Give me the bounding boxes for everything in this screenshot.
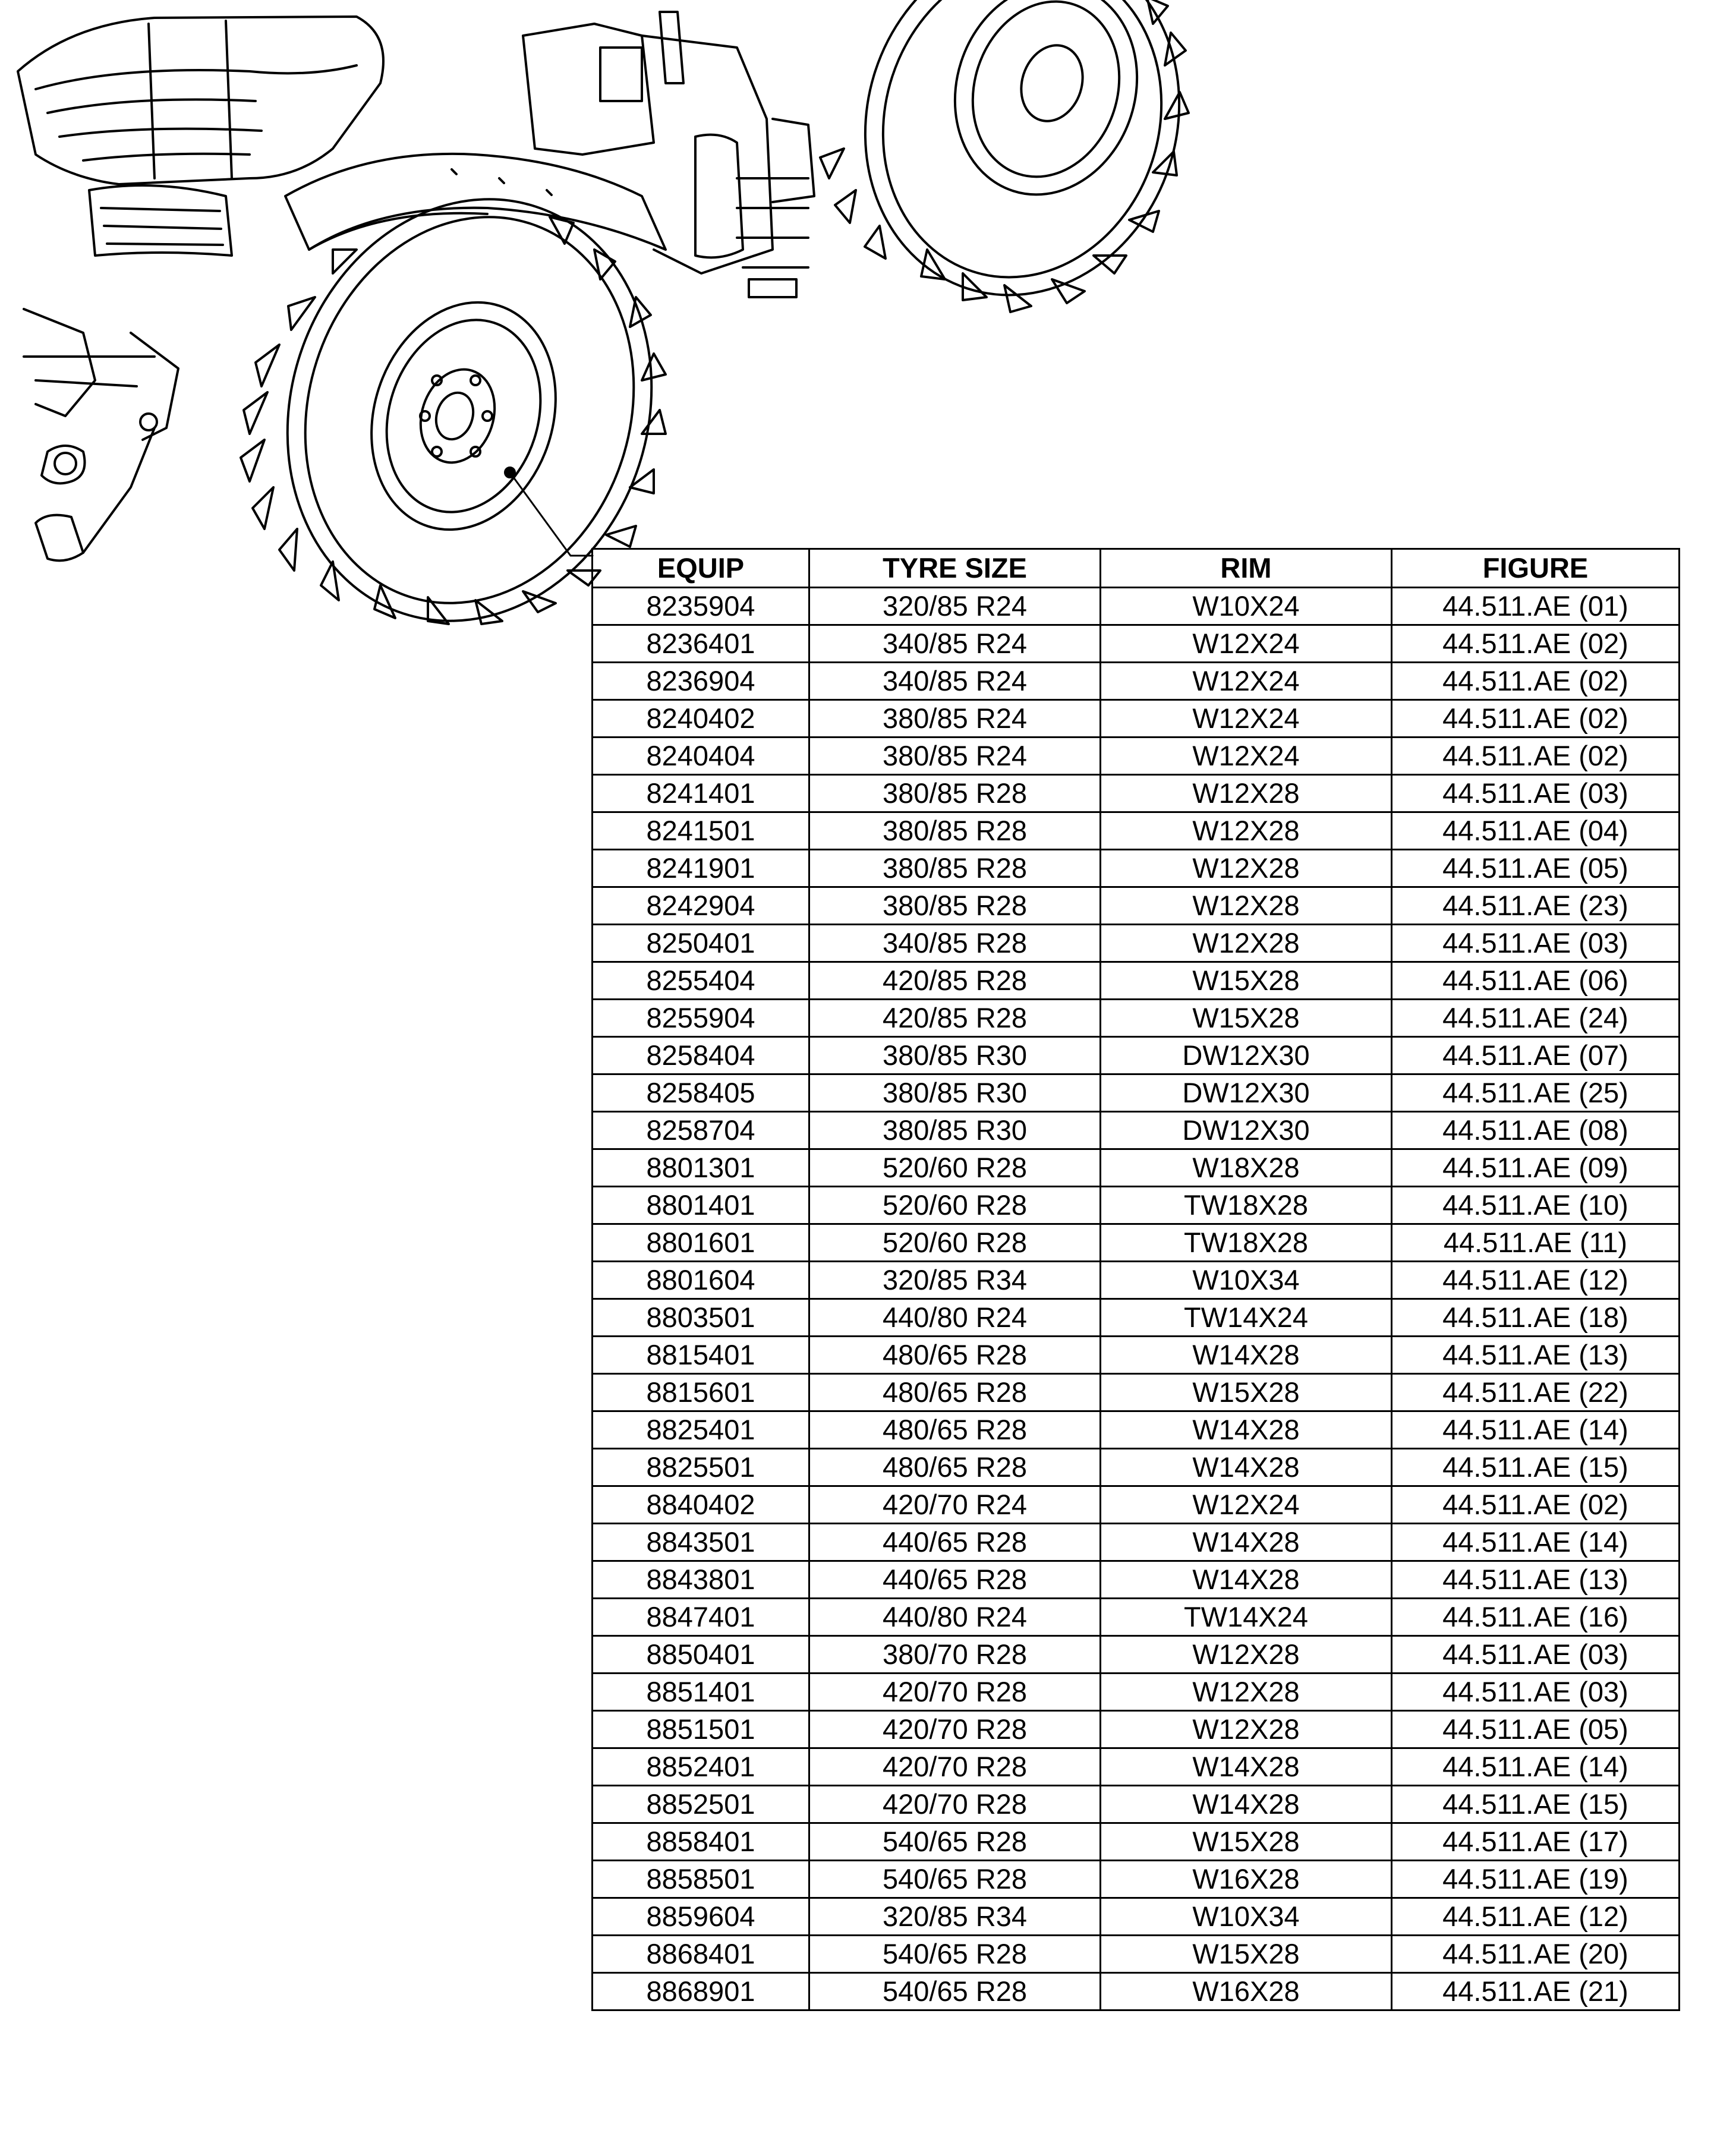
figure-cell: 44.511.AE (08): [1392, 1112, 1680, 1149]
table-row: [593, 1748, 1680, 1786]
equip-cell: 8258405: [593, 1074, 809, 1112]
tyre-size-cell: 420/70 R24: [809, 1486, 1101, 1524]
tyre-size-cell: 520/60 R28: [809, 1187, 1101, 1224]
rim-cell: TW18X28: [1101, 1224, 1392, 1262]
figure-cell: 44.511.AE (01): [1392, 588, 1680, 625]
tyre-size-cell: 380/85 R28: [809, 812, 1101, 850]
figure-cell: 44.511.AE (25): [1392, 1074, 1680, 1112]
far-wheel-drawing: [820, 0, 1224, 336]
rim-cell: TW14X24: [1101, 1599, 1392, 1636]
equip-cell: 8859604: [593, 1898, 809, 1936]
equip-cell: 8803501: [593, 1299, 809, 1337]
rim-cell: W10X34: [1101, 1898, 1392, 1936]
table-row: [593, 1299, 1680, 1337]
tyre-size-cell: 380/85 R30: [809, 1112, 1101, 1149]
tyre-size-cell: 540/65 R28: [809, 1936, 1101, 1973]
figure-cell: 44.511.AE (21): [1392, 1973, 1680, 2010]
equip-cell: 8801301: [593, 1149, 809, 1187]
equip-cell: 8868901: [593, 1973, 809, 2010]
equip-cell: 8815401: [593, 1337, 809, 1374]
table-row: [593, 1486, 1680, 1524]
rim-cell: W12X24: [1101, 625, 1392, 663]
table-row: [593, 962, 1680, 1000]
rim-cell: W15X28: [1101, 962, 1392, 1000]
figure-cell: 44.511.AE (12): [1392, 1898, 1680, 1936]
equip-cell: 8843801: [593, 1561, 809, 1599]
equip-cell: 8843501: [593, 1524, 809, 1561]
rim-cell: W16X28: [1101, 1973, 1392, 2010]
figure-cell: 44.511.AE (11): [1392, 1224, 1680, 1262]
table-row: [593, 1524, 1680, 1561]
figure-cell: 44.511.AE (14): [1392, 1524, 1680, 1561]
rim-cell: W12X28: [1101, 1636, 1392, 1674]
rim-cell: W14X28: [1101, 1561, 1392, 1599]
equip-cell: 8815601: [593, 1374, 809, 1411]
equip-cell: 8825501: [593, 1449, 809, 1486]
figure-cell: 44.511.AE (24): [1392, 1000, 1680, 1037]
tyre-size-cell: 380/85 R24: [809, 700, 1101, 738]
figure-cell: 44.511.AE (05): [1392, 850, 1680, 887]
figure-cell: 44.511.AE (19): [1392, 1861, 1680, 1898]
rim-cell: W12X24: [1101, 1486, 1392, 1524]
figure-cell: 44.511.AE (02): [1392, 738, 1680, 775]
rim-cell: W12X28: [1101, 887, 1392, 925]
figure-cell: 44.511.AE (05): [1392, 1711, 1680, 1748]
equip-cell: 8847401: [593, 1599, 809, 1636]
equip-cell: 8801604: [593, 1262, 809, 1299]
rim-cell: W10X34: [1101, 1262, 1392, 1299]
tyre-size-cell: 320/85 R24: [809, 588, 1101, 625]
tyre-size-cell: 380/70 R28: [809, 1636, 1101, 1674]
equip-cell: 8241401: [593, 775, 809, 812]
tyre-size-cell: 380/85 R28: [809, 850, 1101, 887]
table-row: [593, 1149, 1680, 1187]
figure-cell: 44.511.AE (02): [1392, 625, 1680, 663]
rim-cell: W12X28: [1101, 1711, 1392, 1748]
table-row: [593, 1112, 1680, 1149]
rim-cell: W12X24: [1101, 663, 1392, 700]
equip-cell: 8255404: [593, 962, 809, 1000]
equip-cell: 8868401: [593, 1936, 809, 1973]
rim-cell: W15X28: [1101, 1374, 1392, 1411]
table-row: [593, 1000, 1680, 1037]
tyre-size-cell: 440/80 R24: [809, 1299, 1101, 1337]
tyre-size-cell: 420/70 R28: [809, 1711, 1101, 1748]
figure-cell: 44.511.AE (10): [1392, 1187, 1680, 1224]
tractor-body-drawing: [18, 12, 814, 560]
rim-cell: W12X28: [1101, 775, 1392, 812]
table-row: [593, 625, 1680, 663]
rim-cell: W12X28: [1101, 1674, 1392, 1711]
table-row: [593, 1224, 1680, 1262]
tyre-size-cell: 380/85 R28: [809, 775, 1101, 812]
table-row: [593, 1449, 1680, 1486]
table-row: [593, 1973, 1680, 2010]
figure-cell: 44.511.AE (07): [1392, 1037, 1680, 1074]
table-row: [593, 1636, 1680, 1674]
equip-cell: 8825401: [593, 1411, 809, 1449]
rim-cell: DW12X30: [1101, 1112, 1392, 1149]
tyre-size-cell: 420/70 R28: [809, 1748, 1101, 1786]
figure-cell: 44.511.AE (03): [1392, 1674, 1680, 1711]
equip-cell: 8240404: [593, 738, 809, 775]
table-row: [593, 1411, 1680, 1449]
figure-cell: 44.511.AE (04): [1392, 812, 1680, 850]
callout-leader: [505, 468, 593, 556]
tyre-size-cell: 420/85 R28: [809, 962, 1101, 1000]
rim-cell: W15X28: [1101, 1823, 1392, 1861]
figure-cell: 44.511.AE (15): [1392, 1449, 1680, 1486]
tyre-size-cell: 540/65 R28: [809, 1823, 1101, 1861]
rim-cell: W15X28: [1101, 1936, 1392, 1973]
figure-cell: 44.511.AE (13): [1392, 1561, 1680, 1599]
equip-cell: 8242904: [593, 887, 809, 925]
tyre-size-cell: 340/85 R24: [809, 625, 1101, 663]
rim-cell: W14X28: [1101, 1524, 1392, 1561]
table-row: [593, 1786, 1680, 1823]
tyre-size-cell: 420/70 R28: [809, 1674, 1101, 1711]
equip-cell: 8851401: [593, 1674, 809, 1711]
rim-cell: W12X24: [1101, 700, 1392, 738]
tyre-size-cell: 480/65 R28: [809, 1449, 1101, 1486]
tyre-size-cell: 540/65 R28: [809, 1861, 1101, 1898]
tyre-size-cell: 480/65 R28: [809, 1374, 1101, 1411]
tyre-size-cell: 440/80 R24: [809, 1599, 1101, 1636]
equip-cell: 8236904: [593, 663, 809, 700]
figure-cell: 44.511.AE (02): [1392, 663, 1680, 700]
equip-cell: 8241901: [593, 850, 809, 887]
table-row: [593, 1337, 1680, 1374]
table-row: [593, 925, 1680, 962]
tyre-size-cell: 380/85 R24: [809, 738, 1101, 775]
equip-cell: 8236401: [593, 625, 809, 663]
equip-cell: 8850401: [593, 1636, 809, 1674]
equip-cell: 8258704: [593, 1112, 809, 1149]
figure-cell: 44.511.AE (16): [1392, 1599, 1680, 1636]
equip-cell: 8801401: [593, 1187, 809, 1224]
rim-cell: W12X28: [1101, 925, 1392, 962]
equip-cell: 8858401: [593, 1823, 809, 1861]
figure-cell: 44.511.AE (22): [1392, 1374, 1680, 1411]
tyre-size-cell: 320/85 R34: [809, 1898, 1101, 1936]
equip-cell: 8858501: [593, 1861, 809, 1898]
rim-cell: W15X28: [1101, 1000, 1392, 1037]
column-header-figure: FIGURE: [1392, 549, 1680, 588]
table-row: [593, 812, 1680, 850]
equip-cell: 8852501: [593, 1786, 809, 1823]
figure-cell: 44.511.AE (03): [1392, 775, 1680, 812]
equip-cell: 8801601: [593, 1224, 809, 1262]
equip-cell: 8255904: [593, 1000, 809, 1037]
table-header-row: [593, 549, 1680, 588]
table-row: [593, 1599, 1680, 1636]
tyre-size-cell: 440/65 R28: [809, 1524, 1101, 1561]
equip-cell: 8250401: [593, 925, 809, 962]
table-row: [593, 1898, 1680, 1936]
table-row: [593, 1711, 1680, 1748]
figure-cell: 44.511.AE (18): [1392, 1299, 1680, 1337]
rim-cell: DW12X30: [1101, 1074, 1392, 1112]
rim-cell: W12X28: [1101, 850, 1392, 887]
table-row: [593, 1074, 1680, 1112]
column-header-equip: EQUIP: [593, 549, 809, 588]
table-row: [593, 1037, 1680, 1074]
rim-cell: TW14X24: [1101, 1299, 1392, 1337]
tyre-size-cell: 340/85 R24: [809, 663, 1101, 700]
equip-cell: 8258404: [593, 1037, 809, 1074]
figure-cell: 44.511.AE (13): [1392, 1337, 1680, 1374]
equip-cell: 8852401: [593, 1748, 809, 1786]
table-row: [593, 1674, 1680, 1711]
table-row: [593, 1187, 1680, 1224]
figure-cell: 44.511.AE (23): [1392, 887, 1680, 925]
table-row: [593, 588, 1680, 625]
table-row: [593, 1561, 1680, 1599]
table-row: [593, 1823, 1680, 1861]
tyre-size-cell: 380/85 R28: [809, 887, 1101, 925]
tractor-wheel-illustration: [0, 0, 1248, 630]
rim-cell: W14X28: [1101, 1337, 1392, 1374]
rim-cell: W14X28: [1101, 1449, 1392, 1486]
figure-cell: 44.511.AE (02): [1392, 1486, 1680, 1524]
tyre-size-cell: 480/65 R28: [809, 1411, 1101, 1449]
tyre-size-cell: 480/65 R28: [809, 1337, 1101, 1374]
figure-cell: 44.511.AE (20): [1392, 1936, 1680, 1973]
figure-cell: 44.511.AE (14): [1392, 1411, 1680, 1449]
table-row: [593, 887, 1680, 925]
column-header-tyre-size: TYRE SIZE: [809, 549, 1101, 588]
table-row: [593, 1936, 1680, 1973]
tyre-size-cell: 540/65 R28: [809, 1973, 1101, 2010]
tyre-rim-table: [591, 548, 1680, 2011]
table-row: [593, 1374, 1680, 1411]
figure-cell: 44.511.AE (12): [1392, 1262, 1680, 1299]
equip-cell: 8241501: [593, 812, 809, 850]
tyre-size-cell: 340/85 R28: [809, 925, 1101, 962]
table-row: [593, 738, 1680, 775]
tyre-size-cell: 380/85 R30: [809, 1074, 1101, 1112]
rim-cell: W14X28: [1101, 1786, 1392, 1823]
tyre-size-cell: 420/70 R28: [809, 1786, 1101, 1823]
rim-cell: W12X24: [1101, 738, 1392, 775]
figure-cell: 44.511.AE (14): [1392, 1748, 1680, 1786]
figure-cell: 44.511.AE (06): [1392, 962, 1680, 1000]
equip-cell: 8851501: [593, 1711, 809, 1748]
equip-cell: 8840402: [593, 1486, 809, 1524]
figure-cell: 44.511.AE (15): [1392, 1786, 1680, 1823]
rim-cell: W14X28: [1101, 1748, 1392, 1786]
tyre-size-cell: 440/65 R28: [809, 1561, 1101, 1599]
tyre-size-cell: 520/60 R28: [809, 1224, 1101, 1262]
figure-cell: 44.511.AE (09): [1392, 1149, 1680, 1187]
rim-cell: W18X28: [1101, 1149, 1392, 1187]
equip-cell: 8240402: [593, 700, 809, 738]
tyre-size-cell: 520/60 R28: [809, 1149, 1101, 1187]
figure-cell: 44.511.AE (03): [1392, 925, 1680, 962]
tyre-size-cell: 320/85 R34: [809, 1262, 1101, 1299]
rim-cell: TW18X28: [1101, 1187, 1392, 1224]
equip-cell: 8235904: [593, 588, 809, 625]
rim-cell: DW12X30: [1101, 1037, 1392, 1074]
tyre-size-cell: 380/85 R30: [809, 1037, 1101, 1074]
rim-cell: W12X28: [1101, 812, 1392, 850]
figure-cell: 44.511.AE (17): [1392, 1823, 1680, 1861]
column-header-rim: RIM: [1101, 549, 1392, 588]
table-row: [593, 1262, 1680, 1299]
table-row: [593, 700, 1680, 738]
rim-cell: W16X28: [1101, 1861, 1392, 1898]
table-row: [593, 850, 1680, 887]
figure-cell: 44.511.AE (02): [1392, 700, 1680, 738]
rim-cell: W10X24: [1101, 588, 1392, 625]
table-row: [593, 775, 1680, 812]
tyre-size-cell: 420/85 R28: [809, 1000, 1101, 1037]
rim-cell: W14X28: [1101, 1411, 1392, 1449]
table-row: [593, 1861, 1680, 1898]
figure-cell: 44.511.AE (03): [1392, 1636, 1680, 1674]
table-row: [593, 663, 1680, 700]
